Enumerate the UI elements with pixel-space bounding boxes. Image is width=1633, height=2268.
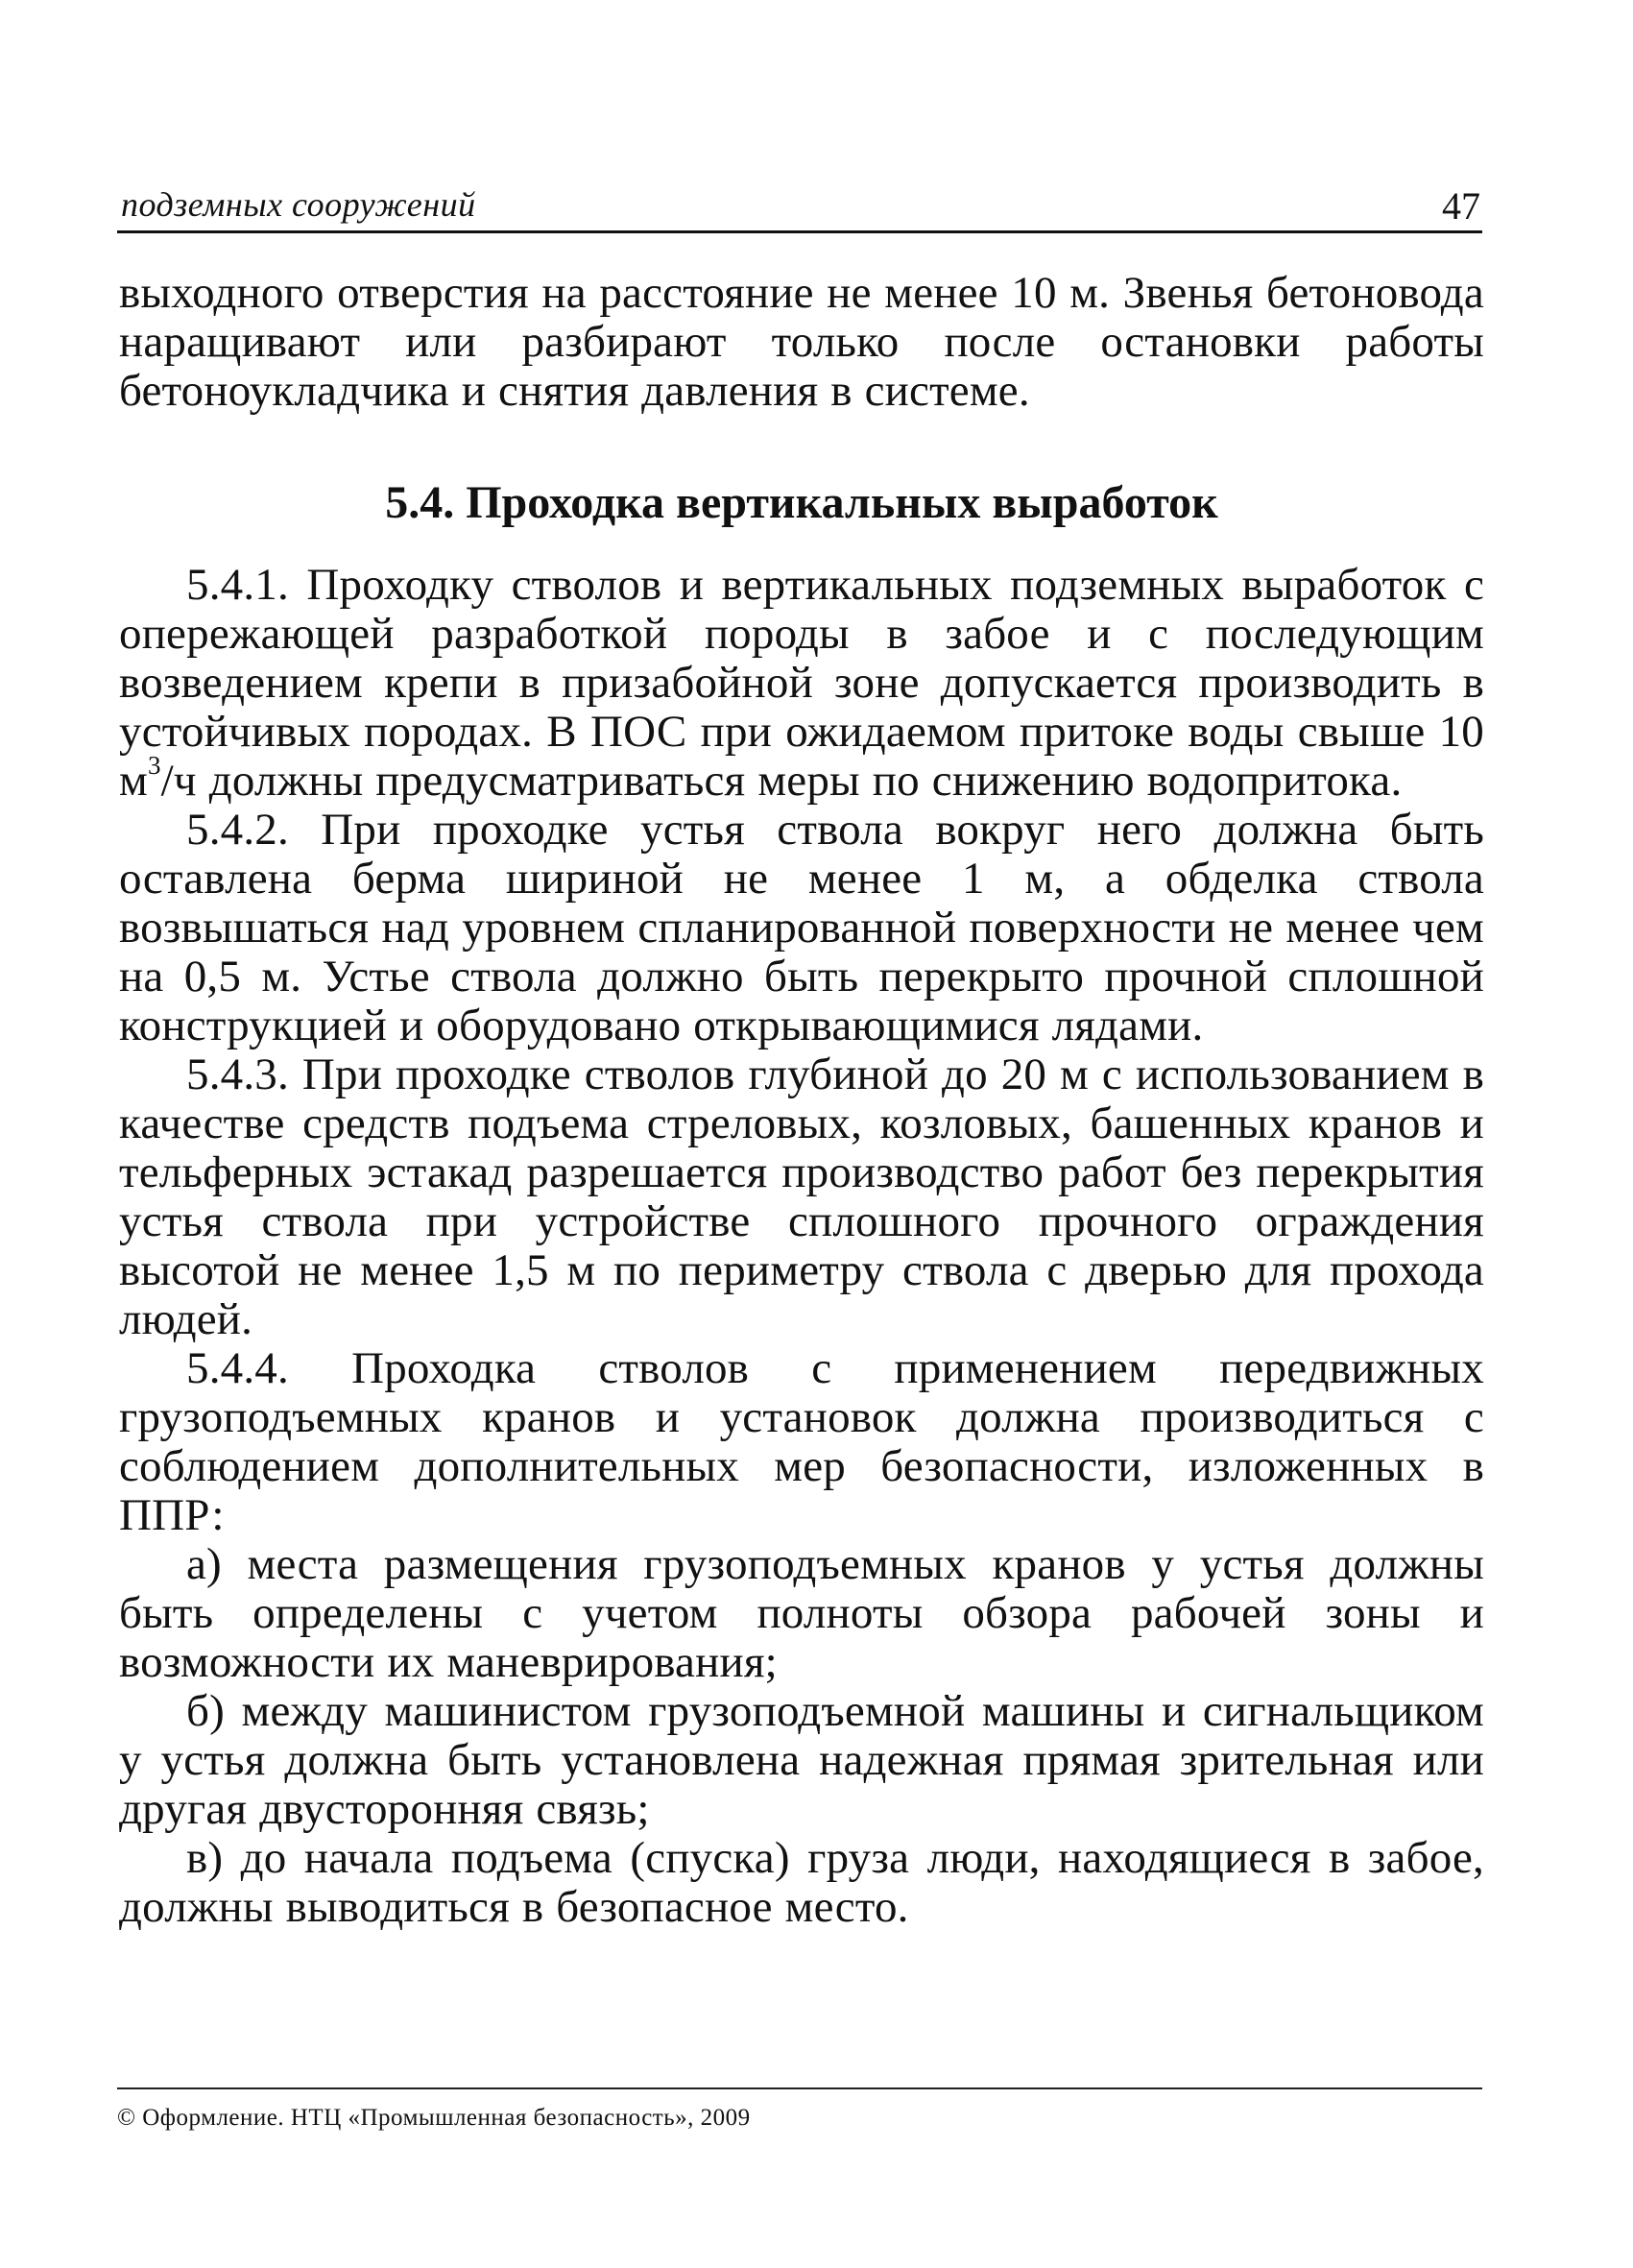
paragraph-5-4-4: 5.4.4. Проходка стволов с применением передвижных грузоподъемных кранов и установок должна производиться с соблюдением дополнительных мер безопасности, изложенных в ППР:: [119, 1343, 1484, 1540]
list-item-c: в) до начала подъема (спуска) груза люди, находящиеся в забое, должны выводиться в безопасное место.: [119, 1833, 1484, 1932]
list-item-b: б) между машинистом грузоподъемной машины и сигнальщиком у устья должна быть установлена надежная прямая зрительная или другая двусторонняя связь;: [119, 1686, 1484, 1834]
page-header: [117, 184, 1482, 233]
running-title: подземных сооружений: [121, 185, 476, 224]
paragraph-5-4-1-text-end: /ч должны предусматриваться меры по снижению водопритока.: [160, 756, 1403, 806]
paragraph-5-4-3: 5.4.3. При проходке стволов глубиной до 20 м с использованием в качестве средств подъема стреловых, козловых, башенных кранов и тельферных эстакад разрешается производство работ без перекрытия устья ствола при устройстве сплошного прочного ограждения высотой не менее 1,5 м по периметру ствола с дверью для прохода людей.: [119, 1050, 1484, 1344]
page-footer: [117, 2087, 1482, 2132]
page-number: 47: [1442, 184, 1480, 228]
copyright-notice: © Оформление. НТЦ «Промышленная безопасность», 2009: [117, 2105, 751, 2131]
superscript-3: 3: [147, 751, 161, 780]
paragraph-5-4-1-text: 5.4.1. Проходку стволов и вертикальных подземных выработок с опережающей разработкой породы в забое и с последующим возведением крепи в призабойной зоне допускается производить в устойчивых породах. В ПОС при ожидаемом притоке воды свыше 10 м: [119, 560, 1484, 806]
section-body: [119, 561, 1484, 1932]
continuation-paragraph: [119, 269, 1484, 416]
paragraph-continued: выходного отверстия на расстояние не менее 10 м. Звенья бетоновода наращивают или разбирают только после остановки работы бетоноукладчика и снятия давления в системе.: [119, 268, 1484, 416]
paragraph-5-4-2: 5.4.2. При проходке устья ствола вокруг него должна быть оставлена берма шириной не менее 1 м, а обделка ствола возвышаться над уровнем спланированной поверхности не менее чем на 0,5 м. Устье ствола должно быть перекрыто прочной сплошной конструкцией и оборудовано открывающимися лядами.: [119, 805, 1484, 1050]
list-item-a: а) места размещения грузоподъемных кранов у устья должны быть определены с учетом полноты обзора рабочей зоны и возможности их маневрирования;: [119, 1539, 1484, 1687]
section-title: 5.4. Проходка вертикальных выработок: [385, 477, 1218, 528]
paragraph-5-4-1: [119, 561, 1484, 806]
